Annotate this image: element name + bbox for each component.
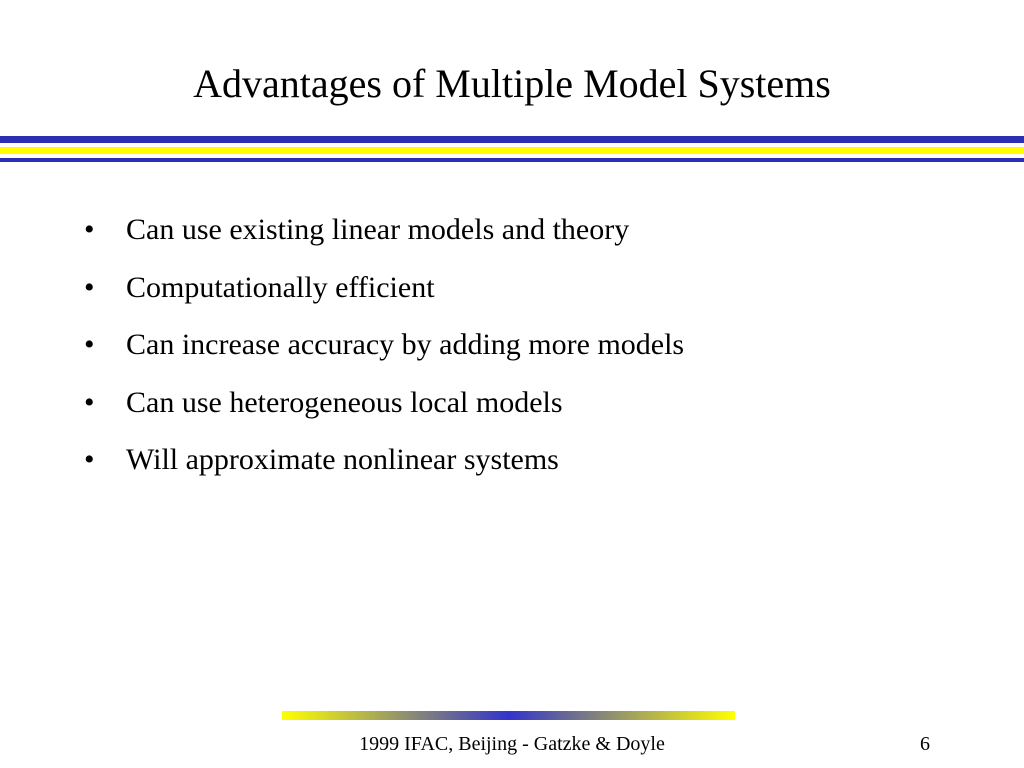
bullet-text: Can use heterogeneous local models — [126, 385, 563, 419]
bullet-text: Can use existing linear models and theory — [126, 213, 630, 246]
bullet-list — [0, 210, 1024, 498]
page-number: 6 — [920, 733, 930, 755]
stripe-yellow — [0, 147, 1024, 154]
footer-gradient-bar — [282, 711, 735, 720]
bullet-icon: • — [84, 328, 95, 361]
header-stripes — [0, 136, 1024, 162]
bullet-item — [0, 268, 1024, 326]
stripe-blue-bottom — [0, 158, 1024, 162]
bullet-item — [0, 325, 1024, 383]
bullet-icon: • — [84, 385, 95, 419]
bullet-text: Computationally efficient — [126, 270, 435, 304]
bullet-text: Can increase accuracy by adding more models — [126, 328, 685, 361]
bullet-item — [0, 383, 1024, 441]
bullet-item — [0, 210, 1024, 268]
bullet-item — [0, 440, 1024, 498]
slide-title: Advantages of Multiple Model Systems — [193, 61, 831, 106]
bullet-icon: • — [84, 213, 95, 246]
bullet-icon: • — [84, 270, 95, 304]
bullet-text: Will approximate nonlinear systems — [126, 443, 559, 476]
bullet-icon: • — [84, 443, 95, 476]
footer-citation: 1999 IFAC, Beijing - Gatzke & Doyle — [359, 733, 665, 755]
stripe-blue-top — [0, 136, 1024, 143]
